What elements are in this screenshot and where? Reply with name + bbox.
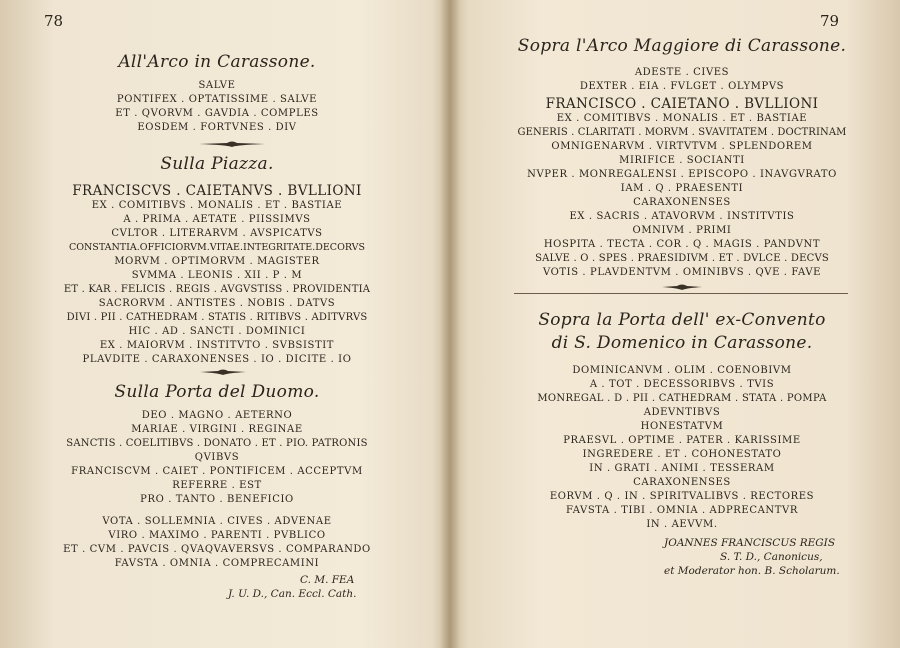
heading-porta-convento: Sopra la Porta dell' ex-Convento bbox=[538, 310, 826, 330]
signature-name: C. M. FEA bbox=[300, 574, 355, 586]
text-line: INGREDERE . ET . COHONESTATO bbox=[582, 449, 782, 460]
text-line: DOMINICANVM . OLIM . COENOBIVM bbox=[572, 365, 792, 376]
text-line: A . PRIMA . AETATE . PIISSIMVS bbox=[123, 214, 311, 225]
text-line: SANCTIS . COELITIBVS . DONATO . ET . PIO. PATRONIS bbox=[66, 438, 368, 449]
left-page bbox=[0, 0, 448, 648]
text-line: EX . COMITIBVS . MONALIS . ET . BASTIAE bbox=[91, 200, 343, 211]
text-line: MIRIFICE . SOCIANTI bbox=[619, 155, 745, 166]
text-line: CARAXONENSES bbox=[633, 197, 731, 208]
text-line: A . TOT . DECESSORIBVS . TVIS bbox=[589, 379, 775, 390]
text-line: FAVSTA . TIBI . OMNIA . ADPRECANTVR bbox=[566, 505, 798, 516]
signature-title: J. U. D., Can. Eccl. Cath. bbox=[228, 588, 357, 600]
text-line: EORVM . Q . IN . SPIRITVALIBVS . RECTORES bbox=[549, 491, 815, 502]
text-line: OMNIVM . PRIMI bbox=[632, 225, 732, 236]
text-line: SALVE bbox=[198, 80, 236, 91]
text-line: CVLTOR . LITERARVM . AVSPICATVS bbox=[111, 228, 323, 239]
text-line: HOSPITA . TECTA . COR . Q . MAGIS . PANDVNT bbox=[543, 239, 821, 250]
text-line: IN . GRATI . ANIMI . TESSERAM bbox=[589, 463, 775, 474]
text-line: ADESTE . CIVES bbox=[634, 67, 730, 78]
text-line: OMNIGENARVM . VIRTVTVM . SPLENDOREM bbox=[551, 141, 813, 152]
page-number-right: 79 bbox=[820, 12, 840, 30]
text-line: IN . AEVVM. bbox=[646, 519, 718, 530]
heading-duomo: Sulla Porta del Duomo. bbox=[114, 382, 320, 402]
page-number-left: 78 bbox=[44, 12, 64, 30]
heading-arco: All'Arco in Carassone. bbox=[118, 52, 316, 72]
text-line: MORVM . OPTIMORVM . MAGISTER bbox=[114, 256, 320, 267]
text-line: DEXTER . EIA . FVLGET . OLYMPVS bbox=[579, 81, 785, 92]
text-line: HIC . AD . SANCTI . DOMINICI bbox=[128, 326, 306, 337]
text-line: VOTA . SOLLEMNIA . CIVES . ADVENAE bbox=[102, 516, 332, 527]
text-line: VOTIS . PLAVDENTVM . OMINIBVS . QVE . FAVE bbox=[542, 267, 822, 278]
text-line: SALVE . O . SPES . PRAESIDIVM . ET . DVLCE . DECVS bbox=[535, 253, 829, 264]
text-line: ET . QVORVM . GAVDIA . COMPLES bbox=[115, 108, 319, 119]
signature-name: JOANNES FRANCISCUS REGIS bbox=[664, 537, 836, 549]
right-page bbox=[452, 0, 900, 648]
text-line: GENERIS . CLARITATI . MORVM . SVAVITATEM . DOCTRINAM bbox=[517, 127, 847, 138]
text-line: QVIBVS bbox=[194, 452, 240, 463]
text-line: REFERRE . EST bbox=[172, 480, 262, 491]
heading-piazza: Sulla Piazza. bbox=[160, 154, 274, 174]
text-line: PRO . TANTO . BENEFICIO bbox=[140, 494, 294, 505]
text-line: MONREGAL . D . PII . CATHEDRAM . STATA . POMPA bbox=[537, 393, 827, 404]
text-line: NVPER . MONREGALENSI . EPISCOPO . INAVGVRATO bbox=[527, 169, 837, 180]
text-line: EX . MAIORVM . INSTITVTO . SVBSISTIT bbox=[99, 340, 335, 351]
ornament-divider bbox=[660, 282, 704, 292]
text-line: FAVSTA . OMNIA . COMPRECAMINI bbox=[114, 558, 320, 569]
text-line: HONESTATVM bbox=[640, 421, 724, 432]
signature-title: S. T. D., Canonicus, bbox=[720, 551, 823, 563]
signature-role: et Moderator hon. B. Scholarum. bbox=[664, 565, 840, 577]
text-line: SVMMA . LEONIS . XII . P . M bbox=[131, 270, 303, 281]
title-name: FRANCISCVS . CAIETANVS . BVLLIONI bbox=[72, 183, 362, 199]
text-line: CARAXONENSES bbox=[633, 477, 731, 488]
horizontal-rule bbox=[514, 293, 848, 294]
text-line: EX . SACRIS . ATAVORVM . INSTITVTIS bbox=[569, 211, 795, 222]
text-line: CONSTANTIA.OFFICIORVM.VITAE.INTEGRITATE.DECORVS bbox=[68, 242, 366, 253]
text-line: VIRO . MAXIMO . PARENTI . PVBLICO bbox=[108, 530, 326, 541]
text-line: PLAVDITE . CARAXONENSES . IO . DICITE . IO bbox=[82, 354, 352, 365]
text-line: MARIAE . VIRGINI . REGINAE bbox=[131, 424, 303, 435]
heading-porta-convento-line2: di S. Domenico in Carassone. bbox=[551, 333, 813, 353]
text-line: EOSDEM . FORTVNES . DIV bbox=[137, 122, 297, 133]
text-line: IAM . Q . PRAESENTI bbox=[620, 183, 744, 194]
text-line: PONTIFEX . OPTATISSIME . SALVE bbox=[116, 94, 318, 105]
heading-arco-maggiore: Sopra l'Arco Maggiore di Carassone. bbox=[517, 36, 847, 56]
text-line: EX . COMITIBVS . MONALIS . ET . BASTIAE bbox=[556, 113, 808, 124]
text-line: DIVI . PII . CATHEDRAM . STATIS . RITIBVS . ADITVRVS bbox=[66, 312, 368, 323]
ornament-divider bbox=[197, 139, 267, 149]
title-name: FRANCISCO . CAIETANO . BVLLIONI bbox=[545, 96, 819, 112]
text-line: ET . KAR . FELICIS . REGIS . AVGVSTISS . PROVIDENTIA bbox=[63, 284, 371, 295]
text-line: SACRORVM . ANTISTES . NOBIS . DATVS bbox=[98, 298, 336, 309]
text-line: DEO . MAGNO . AETERNO bbox=[141, 410, 293, 421]
text-line: ET . CVM . PAVCIS . QVAQVAVERSVS . COMPARANDO bbox=[63, 544, 371, 555]
text-line: FRANCISCVM . CAIET . PONTIFICEM . ACCEPTVM bbox=[71, 466, 363, 477]
ornament-divider bbox=[198, 367, 248, 377]
text-line: ADEVNTIBVS bbox=[643, 407, 721, 418]
text-line: PRAESVL . OPTIME . PATER . KARISSIME bbox=[563, 435, 801, 446]
